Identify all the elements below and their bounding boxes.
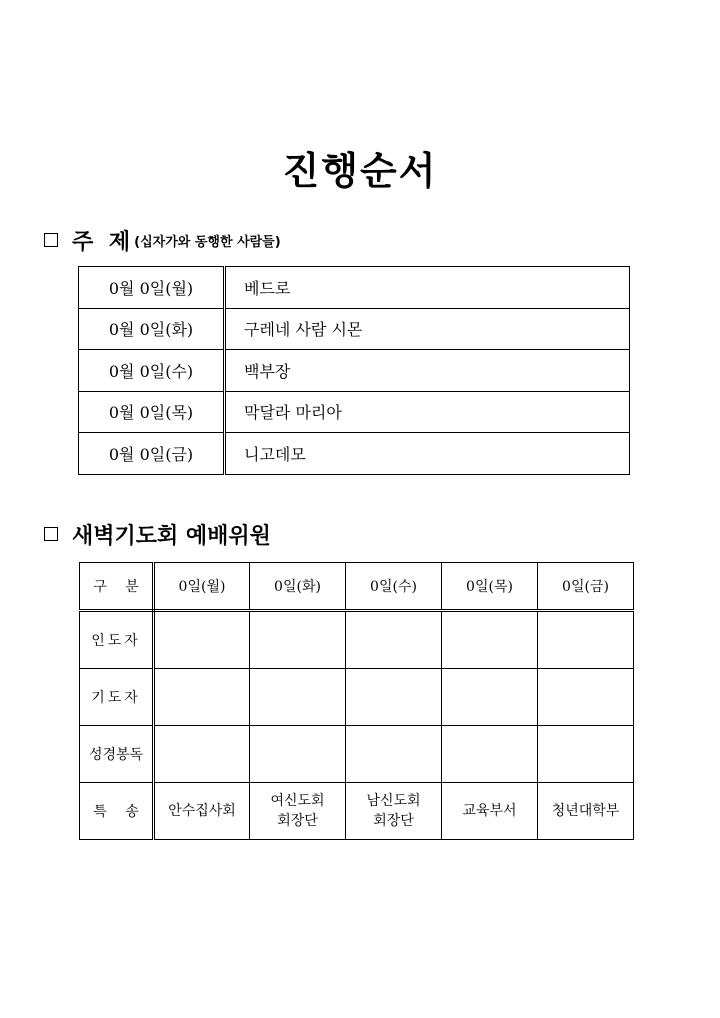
section-theme-heading: [44, 226, 281, 254]
table-row: [79, 350, 630, 392]
special-song-cell: 안수집사회: [154, 783, 250, 840]
page-title: 진행순서: [282, 149, 438, 193]
theme-subheading: (십자가와 동행한 사람들): [134, 234, 281, 250]
person-cell: 니고데모: [225, 433, 630, 475]
column-header-day: 0일(월): [154, 563, 250, 611]
date-cell: 0월 0일(목): [79, 391, 225, 433]
person-cell: 막달라 마리아: [225, 391, 630, 433]
empty-cell: [442, 669, 538, 726]
table-row: [80, 611, 634, 669]
date-cell: 0월 0일(화): [79, 308, 225, 350]
empty-cell: [154, 669, 250, 726]
column-header-day: 0일(수): [346, 563, 442, 611]
table-header-row: [80, 563, 634, 611]
table-row: [79, 433, 630, 475]
special-song-cell: 여신도회 회장단: [250, 783, 346, 840]
empty-cell: [538, 726, 634, 783]
committee-table: [79, 562, 634, 840]
table-row: [80, 669, 634, 726]
theme-heading-text: 주 제: [72, 229, 131, 255]
special-song-cell: 남신도회 회장단: [346, 783, 442, 840]
column-header-day: 0일(화): [250, 563, 346, 611]
checkbox-square-icon: [44, 233, 58, 247]
column-header-day: 0일(목): [442, 563, 538, 611]
person-cell: 베드로: [225, 267, 630, 309]
empty-cell: [346, 611, 442, 669]
empty-cell: [346, 669, 442, 726]
row-label-leader: 인도자: [80, 611, 154, 669]
special-song-cell: 교육부서: [442, 783, 538, 840]
person-cell: 구레네 사람 시몬: [225, 308, 630, 350]
date-cell: 0월 0일(월): [79, 267, 225, 309]
theme-schedule-table: [78, 266, 630, 475]
special-song-cell: 청년대학부: [538, 783, 634, 840]
checkbox-square-icon: [44, 527, 58, 541]
person-cell: 백부장: [225, 350, 630, 392]
table-row: [80, 726, 634, 783]
empty-cell: [442, 611, 538, 669]
empty-cell: [250, 726, 346, 783]
empty-cell: [154, 611, 250, 669]
column-header-day: 0일(금): [538, 563, 634, 611]
date-cell: 0월 0일(금): [79, 433, 225, 475]
empty-cell: [250, 669, 346, 726]
empty-cell: [346, 726, 442, 783]
empty-cell: [154, 726, 250, 783]
empty-cell: [442, 726, 538, 783]
empty-cell: [250, 611, 346, 669]
empty-cell: [538, 669, 634, 726]
section-committee-heading: [44, 520, 271, 548]
empty-cell: [538, 611, 634, 669]
column-header-category: 구 분: [80, 563, 154, 611]
date-cell: 0월 0일(수): [79, 350, 225, 392]
table-row: [79, 391, 630, 433]
row-label-special-song: 특 송: [80, 783, 154, 840]
committee-heading-text: 새벽기도회 예배위원: [72, 523, 271, 549]
row-label-scripture: 성경봉독: [80, 726, 154, 783]
table-row: [80, 783, 634, 840]
table-row: [79, 308, 630, 350]
table-row: [79, 267, 630, 309]
row-label-prayer: 기도자: [80, 669, 154, 726]
